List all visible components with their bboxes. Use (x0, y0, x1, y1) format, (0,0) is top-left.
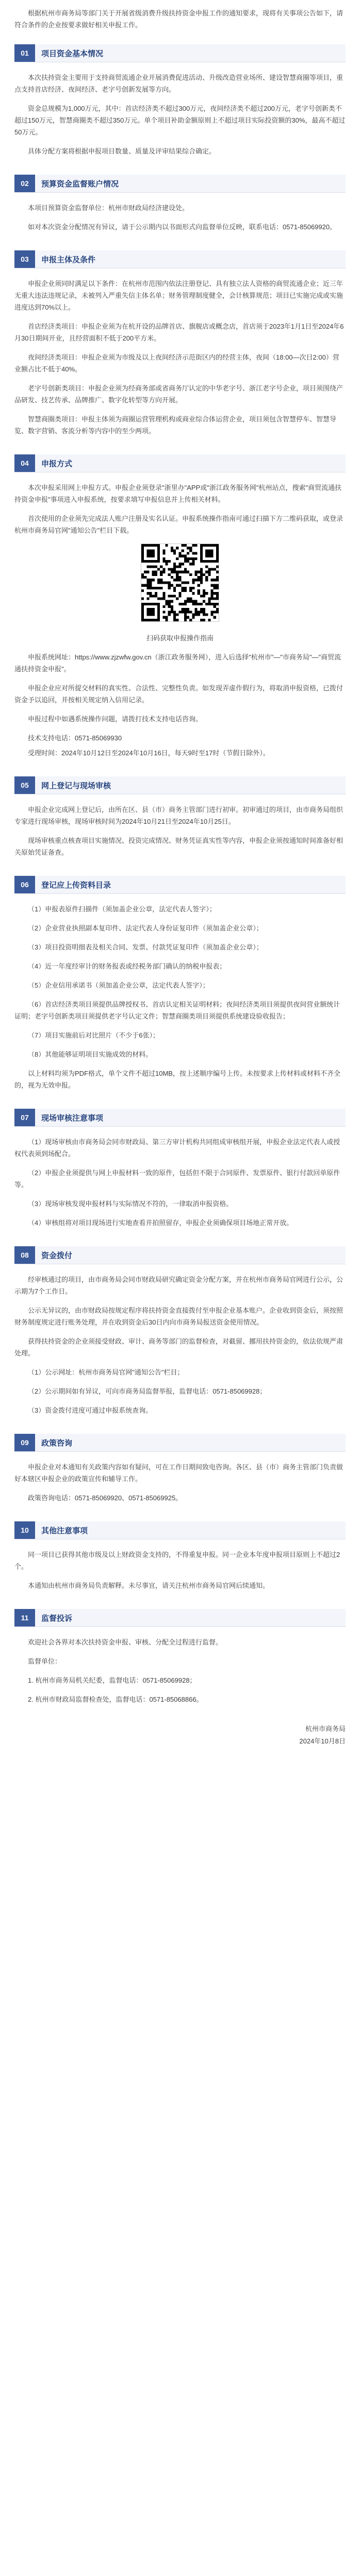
qr-caption: 扫码获取申报操作指南 (146, 634, 214, 642)
section-number-badge: 08 (14, 1246, 35, 1264)
section-paragraph: （4）近一年度经审计的财务报表或经税务部门确认的纳税申报表； (28, 962, 226, 970)
section-paragraph: 1. 杭州市商务局机关纪委，监督电话：0571-85069928； (28, 1676, 197, 1684)
signature-org: 杭州市商务局 (305, 1725, 346, 1733)
sections-container (14, 44, 346, 1705)
section-paragraph: 智慧商圈类项目：申报主体须为商圈运营管理机构或商业综合体运营企业，项目须包含智慧停车、智慧导览、数字营销、客流分析等内容中的至少两项。 (14, 415, 337, 435)
section-header (14, 1434, 346, 1452)
section-header (14, 175, 346, 193)
section-header (14, 1246, 346, 1264)
section-title: 政策咨询 (35, 1434, 346, 1451)
section-number-badge: 03 (14, 250, 35, 268)
section-paragraph: 如对本次资金分配情况有异议，请于公示期内以书面形式向监督单位反映，联系电话：0571-85069920。 (28, 223, 337, 231)
section-paragraph: 政策咨询电话：0571-85069920、0571-85069925。 (28, 1494, 183, 1502)
section-05 (14, 776, 346, 858)
section-08 (14, 1246, 346, 1416)
section-header (14, 1609, 346, 1627)
section-title: 申报方式 (35, 454, 346, 472)
section-03 (14, 250, 346, 437)
section-title: 预算资金监督账户情况 (35, 175, 346, 192)
section-paragraph: 以上材料均须为PDF格式，单个文件不超过10MB，按上述顺序编号上传。未按要求上传材料或材料不齐全的，视为无效申报。 (14, 1070, 340, 1089)
section-paragraph: 申报过程中如遇系统操作问题，请拨打技术支持电话咨询。 (28, 715, 203, 723)
section-paragraph: 申报企业须同时满足以下条件：在杭州市范围内依法注册登记、具有独立法人资格的商贸流通企业；近三年无重大违法违规记录，未被列入严重失信主体名单；财务管理制度健全，会计核算规范；项目已实施完成或实施进度达到70%以上。 (14, 280, 343, 311)
section-header (14, 44, 346, 62)
section-header (14, 250, 346, 268)
section-paragraph: 申报企业完成网上登记后，由所在区、县（市）商务主管部门进行初审。初审通过的项目，由市商务局组织专家进行现场审核，现场审核时间为2024年10月21日至2024年10月25日。 (14, 806, 343, 825)
section-title: 申报主体及条件 (35, 250, 346, 268)
qr-code-icon[interactable] (141, 544, 219, 622)
section-title: 项目资金基本情况 (35, 44, 346, 62)
section-number-badge: 04 (14, 454, 35, 472)
section-paragraph: （6）首店经济类项目须提供品牌授权书、首店认定相关证明材料；夜间经济类项目须提供夜间营业额统计证明；老字号创新类项目须提供老字号认定文件；智慧商圈类项目须提供系统建设验收报告； (14, 1001, 340, 1020)
section-paragraph: （8）其他能够证明项目实施成效的材料。 (28, 1050, 153, 1058)
section-04 (14, 454, 346, 759)
section-paragraph: 申报系统网址：https://www.zjzwfw.gov.cn（浙江政务服务网），进入后选择"杭州市"—"市商务局"—"商贸流通扶持资金申报"。 (14, 653, 341, 673)
signature-block (14, 1723, 346, 1748)
signature-date: 2024年10月8日 (299, 1737, 346, 1745)
section-title: 登记应上传资料目录 (35, 876, 346, 893)
section-number-badge: 02 (14, 175, 35, 192)
section-paragraph: 监督单位： (28, 1657, 62, 1665)
section-title: 监督投诉 (35, 1609, 346, 1626)
section-paragraph: 资金总规模为1,000万元，其中：首店经济类不超过300万元，夜间经济类不超过200万元，老字号创新类不超过150万元，智慧商圈类不超过350万元。单个项目补助金额原则上不超过项目实际投资额的30%，最高不超过50万元。 (14, 105, 346, 136)
section-01 (14, 44, 346, 157)
section-paragraph: 经审核通过的项目，由市商务局会同市财政局研究确定资金分配方案，并在杭州市商务局官网进行公示，公示期为7个工作日。 (14, 1276, 343, 1295)
section-header (14, 1521, 346, 1539)
section-header (14, 876, 346, 894)
section-paragraph: （1）公示网址：杭州市商务局官网"通知公告"栏目； (28, 1368, 184, 1376)
section-paragraph: 本次扶持资金主要用于支持商贸流通企业开展消费促进活动、升级改造营业场所、建设智慧商圈等项目，重点支持首店经济、夜间经济、老字号创新发展等方向。 (14, 74, 343, 93)
section-number-badge: 10 (14, 1521, 35, 1539)
section-02 (14, 175, 346, 233)
section-paragraph: 申报企业对本通知有关政策内容如有疑问，可在工作日期间致电咨询。各区、县（市）商务主管部门负责做好本辖区申报企业的政策宣传和辅导工作。 (14, 1463, 343, 1483)
section-paragraph: （7）项目实施前后对比照片（不少于6张）； (28, 1031, 159, 1039)
section-paragraph: （1）现场审核由市商务局会同市财政局、第三方审计机构共同组成审核组开展，申报企业法定代表人或授权代表须到场配合。 (14, 1138, 340, 1158)
section-paragraph: （2）申报企业须提供与网上申报材料一致的原件，包括但不限于合同原件、发票原件、银行付款回单原件等。 (14, 1169, 340, 1189)
section-number-badge: 11 (14, 1609, 35, 1626)
section-paragraph: 申报企业应对所提交材料的真实性、合法性、完整性负责。如发现弄虚作假行为，将取消申报资格，已拨付资金予以追回，并按相关规定纳入信用记录。 (14, 684, 343, 704)
section-paragraph: （3）资金拨付进度可通过申报系统查询。 (28, 1406, 153, 1414)
section-paragraph: （5）企业信用承诺书（须加盖企业公章，法定代表人签字）； (28, 981, 209, 989)
section-paragraph: 夜间经济类项目：申报企业须为市级及以上夜间经济示范街区内的经营主体，夜间（18:00—次日2:00）营业额占比不低于40%。 (14, 353, 339, 373)
section-paragraph: 本通知由杭州市商务局负责解释。未尽事宜，请关注杭州市商务局官网后续通知。 (28, 1582, 270, 1589)
section-title: 其他注意事项 (35, 1521, 346, 1539)
section-10 (14, 1521, 346, 1591)
section-07 (14, 1109, 346, 1229)
section-number-badge: 05 (14, 776, 35, 794)
section-09 (14, 1434, 346, 1504)
section-paragraph: （2）公示期间如有异议，可向市商务局监督举报，监督电话：0571-85069928； (28, 1387, 267, 1395)
section-paragraph: 首店经济类项目：申报企业须为在杭开设的品牌首店、旗舰店或概念店，首店须于2023年1月1日至2024年6月30日期间开业，且经营面积不低于200平方米。 (14, 323, 344, 342)
section-paragraph: 首次使用的企业须先完成法人账户注册及实名认证。申报系统操作指南可通过扫描下方二维码获取，或登录杭州市商务局官网"通知公告"栏目下载。 (14, 515, 343, 534)
section-paragraph: 具体分配方案将根据申报项目数量、质量及评审结果综合确定。 (28, 147, 216, 155)
section-title: 资金拨付 (35, 1246, 346, 1264)
section-number-badge: 09 (14, 1434, 35, 1451)
section-number-badge: 06 (14, 876, 35, 893)
section-paragraph: 本次申报采用网上申报方式。申报企业须登录"浙里办"APP或"浙江政务服务网"杭州站点，搜索"商贸流通扶持资金申报"事项进入申报系统，按要求填写申报信息并上传相关材料。 (14, 484, 342, 503)
section-paragraph: 2. 杭州市财政局监督检查处，监督电话：0571-85068866。 (28, 1696, 203, 1703)
section-number-badge: 01 (14, 44, 35, 62)
section-11 (14, 1609, 346, 1705)
contact-line: 技术支持电话：0571-85069930 (28, 734, 122, 742)
qr-code-block (14, 544, 346, 622)
section-paragraph: （3）现场审核发现申报材料与实际情况不符的，一律取消申报资格。 (28, 1200, 233, 1208)
section-header (14, 1109, 346, 1127)
section-paragraph: 本项目预算资金监督单位：杭州市财政局经济建设处。 (28, 204, 189, 212)
section-paragraph: 获得扶持资金的企业须接受财政、审计、商务等部门的监督检查，对截留、挪用扶持资金的，依法依规严肃处理。 (14, 1337, 343, 1357)
section-paragraph: 公示无异议的，由市财政局按规定程序将扶持资金直接拨付至申报企业基本账户。企业收到资金后，须按照财务制度规定进行账务处理，并在收到资金后30日内向市商务局报送资金使用情况。 (14, 1307, 343, 1326)
section-header (14, 454, 346, 472)
section-title: 现场审核注意事项 (35, 1109, 346, 1126)
section-06 (14, 876, 346, 1091)
section-paragraph: （3）项目投资明细表及相关合同、发票、付款凭证复印件（须加盖企业公章）； (28, 943, 263, 951)
section-number-badge: 07 (14, 1109, 35, 1126)
section-paragraph: 老字号创新类项目：申报企业须为经商务部或省商务厅认定的中华老字号、浙江老字号企业，项目须围绕产品研发、技艺传承、品牌推广、数字化转型等方向开展。 (14, 384, 343, 404)
section-title: 网上登记与现场审核 (35, 776, 346, 794)
section-paragraph: （4）审核组将对项目现场进行实地查看并拍照留存，申报企业须确保项目场地正常开放。 (28, 1219, 293, 1227)
intro-paragraph: 根据杭州市商务局等部门关于开展省级消费升级扶持资金申报工作的通知要求，现将有关事项公告如下，请符合条件的企业按要求做好相关申报工作。 (14, 9, 343, 29)
contact-line: 受理时间：2024年10月12日至2024年10月16日，每天9时至17时（节假日除外）。 (28, 749, 270, 757)
section-header (14, 776, 346, 794)
section-paragraph: 现场审核重点核查项目实施情况、投资完成情况、财务凭证真实性等内容，申报企业须按通知时间准备好相关原始凭证备查。 (14, 837, 343, 856)
section-paragraph: （1）申报表原件扫描件（须加盖企业公章，法定代表人签字）； (28, 905, 216, 913)
section-paragraph: 欢迎社会各界对本次扶持资金申报、审核、分配全过程进行监督。 (28, 1638, 223, 1646)
section-paragraph: （2）企业营业执照副本复印件、法定代表人身份证复印件（须加盖企业公章）； (28, 924, 263, 932)
section-paragraph: 同一项目已获得其他市级及以上财政资金支持的，不得重复申报。同一企业本年度申报项目原则上不超过2个。 (14, 1551, 340, 1570)
